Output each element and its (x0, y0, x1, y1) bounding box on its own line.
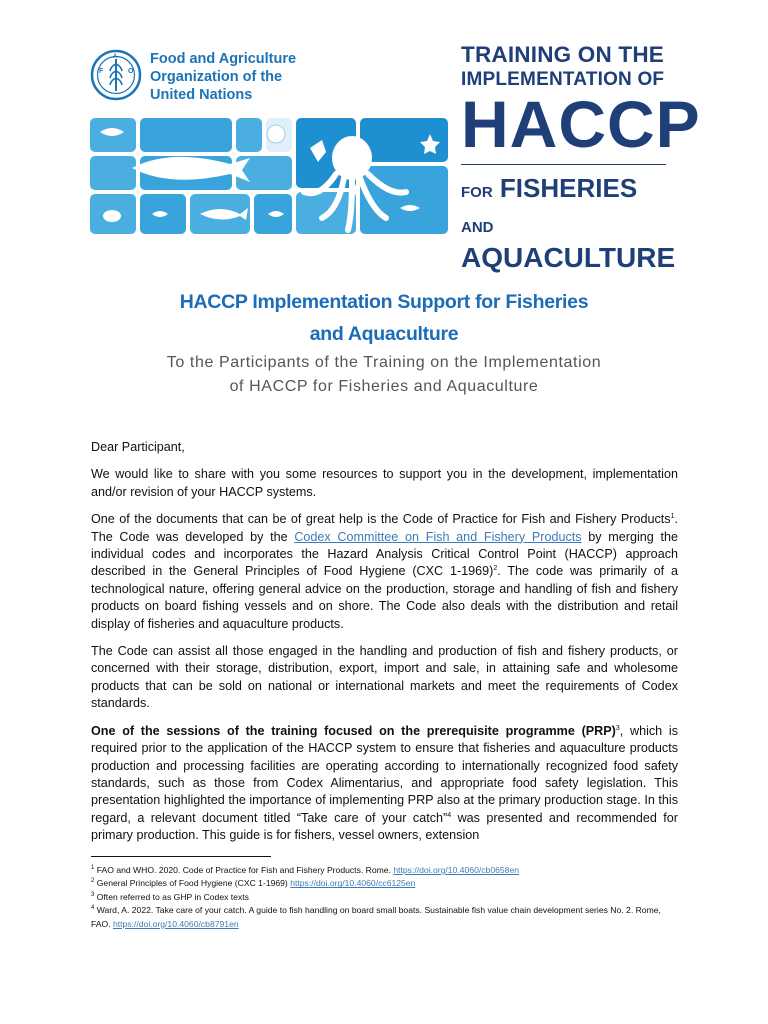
footnote-divider (91, 856, 271, 857)
codex-committee-link[interactable]: Codex Committee on Fish and Fishery Products (294, 529, 582, 544)
footnote-ref-4[interactable]: 4 (447, 811, 452, 819)
marine-life-tiles-illustration (90, 118, 450, 234)
paragraph-2: One of the documents that can be of great help is the Code of Practice for Fish and Fishery Products$^1$. The Code was developed by the Codex Committee on Fish and Fishery Products by merging the individual codes and incorporates the Hazard Analysis Critical Control Point (HACCP) approach described in the General Principles of Food Hygiene (CXC 1-1969)$^2$. The code was primarily of a technological nature, offering general advice on the production, storage and handling of fish and fishery products on board fishing vessels and on shore. The Code also deals with the distribution and retail display of fisheries and aquaculture products. (91, 512, 678, 631)
footnote-2: $^2$ General Principles of Food Hygiene (CXC 1-1969) https://doi.org/10.4060/cc6125en (91, 878, 416, 889)
fao-organization-name: Food and Agriculture Organization of the United Nations (150, 51, 297, 103)
paragraph-3: The Code can assist all those engaged in the handling and production of fish and fishery products, or concerned with their storage, distribution, export, import and sale, in attaining safe and wholesome products that can be sold on national or international markets and meet the requirements of Codex standards. (91, 644, 678, 711)
shell-icon (267, 125, 285, 143)
training-title-block: TRAINING ON THE IMPLEMENTATION OF HACCP FOR FISHERIES AND AQUACULTURE (461, 42, 701, 273)
fao-logo-icon (90, 48, 142, 104)
document-title: HACCP Implementation Support for Fisheries and Aquaculture (179, 291, 589, 345)
letter-body (91, 439, 678, 855)
crab-icon (103, 210, 121, 222)
footnote-ref-2[interactable]: 2 (493, 565, 498, 573)
svg-text:F: F (99, 68, 104, 75)
greeting: Dear Participant, (91, 440, 185, 454)
title-for-fisheries: FOR FISHERIES AND (461, 173, 638, 236)
footnote-ref-3[interactable]: 3 (615, 724, 620, 732)
document-subtitle: To the Participants of the Training on the Implementation of HACCP for Fisheries and Aquaculture (166, 354, 602, 395)
footnote-2-link[interactable]: https://doi.org/10.4060/cc6125en (290, 878, 416, 889)
footnote-ref-1[interactable]: 1 (670, 513, 675, 521)
footnote-3: $^3$ Often referred to as GHP in Codex texts (91, 891, 249, 902)
svg-text:A: A (113, 54, 118, 60)
svg-text:O: O (128, 68, 134, 75)
footnote-1: $^1$ FAO and WHO. 2020. Code of Practice for Fish and Fishery Products. Rome. https://doi.org/10.4060/cb0658en (91, 865, 520, 875)
footnote-1-link[interactable]: https://doi.org/10.4060/cb0658en (393, 865, 520, 875)
paragraph-1: We would like to share with you some resources to support you in the development, implementation and/or revision of your HACCP systems. (91, 467, 678, 499)
paragraph-4: One of the sessions of the training focused on the prerequisite programme (PRP)$^3$, which is required prior to the application of the HACCP system to ensure that fisheries and aquaculture products production and processing facilities are operating according to internationally recognized food safety standards, such as those from Codex Alimentarius, and appropriate food safety legislation. This presentation highlighted the importance of implementing PRP also at the primary production stage. In this regard, a relevant document titled “Take care of your catch”$^4$ was presented and recommended for primary production. This guide is for fishers, vessel owners, extension (91, 723, 678, 843)
footnote-4: $^4$ Ward, A. 2022. Take care of your catch. A guide to fish handling on board small boats. Sustainable fish value chain development series No. 2. Rome, FAO. https://doi.org/10.4060/cb8791en (91, 905, 661, 929)
title-divider (461, 164, 666, 165)
footnotes (91, 864, 681, 931)
footnote-4-link[interactable]: https://doi.org/10.4060/cb8791en (112, 918, 239, 929)
